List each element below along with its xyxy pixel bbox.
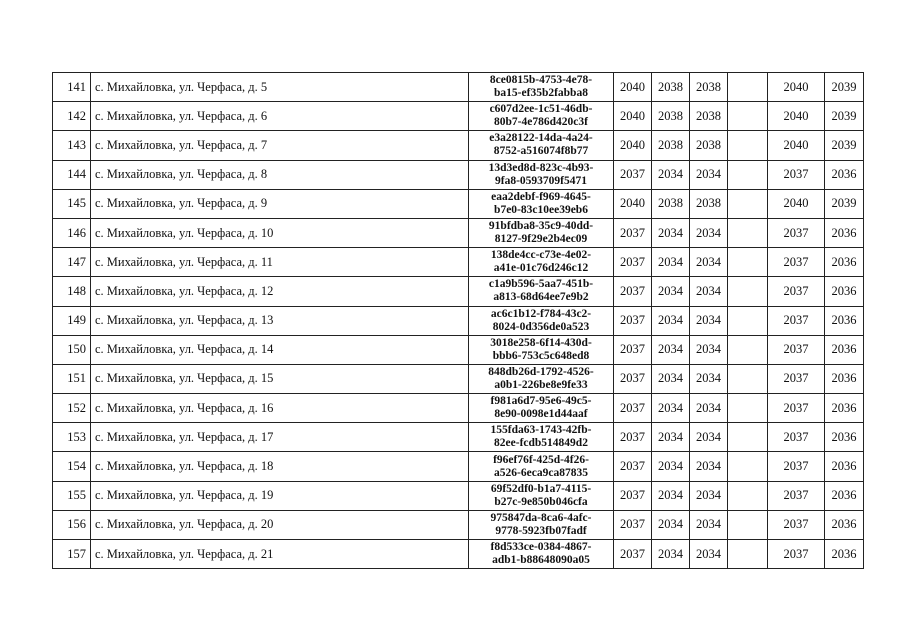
year-cell-4	[728, 277, 768, 306]
year-cell-1: 2037	[614, 335, 652, 364]
year-cell-3: 2034	[690, 335, 728, 364]
year-cell-5: 2037	[768, 394, 825, 423]
year-cell-2: 2034	[652, 306, 690, 335]
row-number: 147	[53, 248, 91, 277]
year-cell-6: 2039	[825, 102, 864, 131]
guid-line-2: b27c-9e850b046cfa	[494, 495, 588, 508]
address-cell: с. Михайловка, ул. Черфаса, д. 12	[91, 277, 469, 306]
row-number: 141	[53, 73, 91, 102]
year-cell-5: 2040	[768, 102, 825, 131]
year-cell-3: 2034	[690, 540, 728, 569]
year-cell-5: 2037	[768, 248, 825, 277]
year-cell-2: 2034	[652, 218, 690, 247]
year-cell-5: 2037	[768, 510, 825, 539]
guid-cell	[469, 481, 614, 510]
row-number: 154	[53, 452, 91, 481]
year-cell-2: 2034	[652, 364, 690, 393]
year-cell-6: 2036	[825, 452, 864, 481]
year-cell-5: 2037	[768, 277, 825, 306]
year-cell-4	[728, 248, 768, 277]
year-cell-1: 2037	[614, 540, 652, 569]
guid-line-1: 91bfdba8-35c9-40dd-	[488, 220, 594, 233]
guid-line-2: ba15-ef35b2fabba8	[494, 87, 588, 100]
year-cell-1: 2040	[614, 189, 652, 218]
table-row	[53, 102, 864, 131]
year-cell-3: 2034	[690, 218, 728, 247]
address-cell: с. Михайловка, ул. Черфаса, д. 17	[91, 423, 469, 452]
year-cell-5: 2037	[768, 452, 825, 481]
table-row	[53, 540, 864, 569]
year-cell-4	[728, 481, 768, 510]
guid-line-1: 13d3ed8d-823c-4b93-	[488, 161, 594, 174]
year-cell-3: 2034	[690, 510, 728, 539]
year-cell-4	[728, 452, 768, 481]
year-cell-3: 2038	[690, 131, 728, 160]
year-cell-2: 2038	[652, 189, 690, 218]
table-row	[53, 218, 864, 247]
guid-cell	[469, 423, 614, 452]
address-cell: с. Михайловка, ул. Черфаса, д. 20	[91, 510, 469, 539]
year-cell-3: 2034	[690, 452, 728, 481]
year-cell-3: 2034	[690, 364, 728, 393]
table-row	[53, 277, 864, 306]
guid-line-1: 8ce0815b-4753-4e78-	[489, 74, 593, 87]
guid-line-2: a41e-01c76d246c12	[493, 262, 589, 275]
year-cell-2: 2034	[652, 452, 690, 481]
year-cell-3: 2038	[690, 73, 728, 102]
year-cell-2: 2034	[652, 160, 690, 189]
guid-cell	[469, 306, 614, 335]
year-cell-6: 2036	[825, 394, 864, 423]
year-cell-6: 2036	[825, 160, 864, 189]
year-cell-4	[728, 189, 768, 218]
guid-line-1: 848db26d-1792-4526-	[488, 365, 594, 378]
year-cell-6: 2036	[825, 540, 864, 569]
guid-line-1: 3018e258-6f14-430d-	[490, 336, 592, 349]
year-cell-1: 2040	[614, 131, 652, 160]
year-cell-2: 2034	[652, 423, 690, 452]
guid-line-2: 8e90-0098e1d44aaf	[494, 408, 588, 421]
year-cell-5: 2040	[768, 73, 825, 102]
guid-line-2: a813-68d64ee7e9b2	[493, 291, 589, 304]
guid-cell	[469, 335, 614, 364]
year-cell-2: 2038	[652, 131, 690, 160]
row-number: 155	[53, 481, 91, 510]
guid-cell	[469, 160, 614, 189]
guid-cell	[469, 277, 614, 306]
row-number: 142	[53, 102, 91, 131]
table-row	[53, 131, 864, 160]
year-cell-5: 2037	[768, 540, 825, 569]
guid-cell	[469, 248, 614, 277]
year-cell-2: 2034	[652, 335, 690, 364]
year-cell-2: 2038	[652, 102, 690, 131]
guid-cell	[469, 540, 614, 569]
year-cell-1: 2037	[614, 452, 652, 481]
guid-line-1: f8d533ce-0384-4867-	[490, 541, 592, 554]
table-row	[53, 248, 864, 277]
year-cell-6: 2039	[825, 73, 864, 102]
guid-line-2: 80b7-4e786d420c3f	[494, 116, 588, 129]
address-cell: с. Михайловка, ул. Черфаса, д. 6	[91, 102, 469, 131]
year-cell-1: 2037	[614, 218, 652, 247]
address-cell: с. Михайловка, ул. Черфаса, д. 10	[91, 218, 469, 247]
guid-cell	[469, 394, 614, 423]
guid-cell	[469, 510, 614, 539]
guid-line-2: a0b1-226be8e9fe33	[494, 378, 588, 391]
year-cell-4	[728, 131, 768, 160]
guid-line-2: 82ee-fcdb514849d2	[494, 437, 588, 450]
year-cell-4	[728, 306, 768, 335]
year-cell-5: 2037	[768, 306, 825, 335]
year-cell-3: 2034	[690, 394, 728, 423]
address-cell: с. Михайловка, ул. Черфаса, д. 7	[91, 131, 469, 160]
row-number: 157	[53, 540, 91, 569]
year-cell-6: 2036	[825, 218, 864, 247]
year-cell-4	[728, 394, 768, 423]
year-cell-2: 2034	[652, 394, 690, 423]
year-cell-1: 2040	[614, 102, 652, 131]
table-row	[53, 306, 864, 335]
year-cell-4	[728, 335, 768, 364]
table-row	[53, 423, 864, 452]
guid-line-2: bbb6-753c5c648ed8	[492, 349, 590, 362]
year-cell-5: 2037	[768, 335, 825, 364]
year-cell-5: 2037	[768, 218, 825, 247]
address-cell: с. Михайловка, ул. Черфаса, д. 16	[91, 394, 469, 423]
year-cell-4	[728, 540, 768, 569]
table-row	[53, 189, 864, 218]
year-cell-1: 2037	[614, 306, 652, 335]
guid-line-1: 155fda63-1743-42fb-	[490, 424, 592, 437]
year-cell-6: 2036	[825, 306, 864, 335]
year-cell-3: 2034	[690, 481, 728, 510]
guid-line-1: e3a28122-14da-4a24-	[489, 132, 593, 145]
guid-cell	[469, 73, 614, 102]
row-number: 152	[53, 394, 91, 423]
guid-line-2: 9778-5923fb07fadf	[495, 524, 587, 537]
table-row	[53, 481, 864, 510]
guid-line-2: a526-6eca9ca87835	[494, 466, 588, 479]
year-cell-3: 2034	[690, 306, 728, 335]
guid-line-1: 138de4cc-c73e-4e02-	[490, 249, 592, 262]
guid-cell	[469, 364, 614, 393]
year-cell-1: 2037	[614, 160, 652, 189]
guid-line-2: adb1-b88648090a05	[492, 554, 590, 567]
year-cell-3: 2034	[690, 248, 728, 277]
year-cell-1: 2037	[614, 481, 652, 510]
row-number: 146	[53, 218, 91, 247]
year-cell-1: 2037	[614, 423, 652, 452]
year-cell-5: 2040	[768, 131, 825, 160]
year-cell-6: 2036	[825, 335, 864, 364]
year-cell-2: 2034	[652, 510, 690, 539]
row-number: 150	[53, 335, 91, 364]
address-cell: с. Михайловка, ул. Черфаса, д. 15	[91, 364, 469, 393]
address-cell: с. Михайловка, ул. Черфаса, д. 13	[91, 306, 469, 335]
guid-line-1: c607d2ee-1c51-46db-	[489, 103, 593, 116]
guid-line-2: 8024-0d356de0a523	[492, 320, 590, 333]
address-cell: с. Михайловка, ул. Черфаса, д. 18	[91, 452, 469, 481]
year-cell-4	[728, 102, 768, 131]
year-cell-3: 2034	[690, 423, 728, 452]
row-number: 144	[53, 160, 91, 189]
table-row	[53, 160, 864, 189]
year-cell-5: 2037	[768, 364, 825, 393]
guid-line-1: c1a9b596-5aa7-451b-	[488, 278, 594, 291]
year-cell-3: 2038	[690, 189, 728, 218]
year-cell-4	[728, 364, 768, 393]
year-cell-6: 2039	[825, 189, 864, 218]
guid-cell	[469, 452, 614, 481]
address-cell: с. Михайловка, ул. Черфаса, д. 8	[91, 160, 469, 189]
row-number: 151	[53, 364, 91, 393]
guid-line-1: f981a6d7-95e6-49c5-	[490, 395, 592, 408]
year-cell-5: 2037	[768, 160, 825, 189]
year-cell-2: 2034	[652, 540, 690, 569]
year-cell-4	[728, 510, 768, 539]
table-row	[53, 394, 864, 423]
row-number: 143	[53, 131, 91, 160]
year-cell-3: 2038	[690, 102, 728, 131]
row-number: 156	[53, 510, 91, 539]
row-number: 153	[53, 423, 91, 452]
year-cell-1: 2037	[614, 394, 652, 423]
year-cell-3: 2034	[690, 277, 728, 306]
year-cell-2: 2034	[652, 277, 690, 306]
year-cell-5: 2040	[768, 189, 825, 218]
guid-line-2: b7e0-83c10ee39eb6	[494, 203, 588, 216]
address-cell: с. Михайловка, ул. Черфаса, д. 19	[91, 481, 469, 510]
year-cell-6: 2036	[825, 364, 864, 393]
year-cell-1: 2037	[614, 510, 652, 539]
year-cell-6: 2039	[825, 131, 864, 160]
guid-cell	[469, 102, 614, 131]
year-cell-2: 2034	[652, 481, 690, 510]
year-cell-5: 2037	[768, 423, 825, 452]
guid-line-1: eaa2debf-f969-4645-	[491, 190, 591, 203]
year-cell-6: 2036	[825, 481, 864, 510]
year-cell-4	[728, 423, 768, 452]
guid-line-1: f96ef76f-425d-4f26-	[493, 453, 589, 466]
table-body	[53, 73, 864, 569]
guid-line-2: 8752-a516074f8b77	[493, 145, 589, 158]
guid-line-1: 69f52df0-b1a7-4115-	[490, 482, 592, 495]
year-cell-1: 2037	[614, 248, 652, 277]
year-cell-5: 2037	[768, 481, 825, 510]
row-number: 149	[53, 306, 91, 335]
year-cell-4	[728, 218, 768, 247]
address-cell: с. Михайловка, ул. Черфаса, д. 21	[91, 540, 469, 569]
year-cell-6: 2036	[825, 510, 864, 539]
address-cell: с. Михайловка, ул. Черфаса, д. 5	[91, 73, 469, 102]
year-cell-4	[728, 160, 768, 189]
table-row	[53, 73, 864, 102]
year-cell-1: 2037	[614, 364, 652, 393]
guid-line-2: 9fa8-0593709f5471	[495, 174, 587, 187]
housing-register-table	[52, 72, 864, 569]
guid-cell	[469, 189, 614, 218]
guid-line-1: ac6c1b12-f784-43c2-	[490, 307, 592, 320]
row-number: 145	[53, 189, 91, 218]
guid-cell	[469, 218, 614, 247]
year-cell-1: 2040	[614, 73, 652, 102]
address-cell: с. Михайловка, ул. Черфаса, д. 9	[91, 189, 469, 218]
table-row	[53, 452, 864, 481]
year-cell-2: 2034	[652, 248, 690, 277]
guid-line-1: 975847da-8ca6-4afc-	[490, 511, 592, 524]
year-cell-3: 2034	[690, 160, 728, 189]
table-row	[53, 364, 864, 393]
year-cell-4	[728, 73, 768, 102]
table-row	[53, 335, 864, 364]
year-cell-2: 2038	[652, 73, 690, 102]
address-cell: с. Михайловка, ул. Черфаса, д. 11	[91, 248, 469, 277]
year-cell-1: 2037	[614, 277, 652, 306]
address-cell: с. Михайловка, ул. Черфаса, д. 14	[91, 335, 469, 364]
row-number: 148	[53, 277, 91, 306]
year-cell-6: 2036	[825, 423, 864, 452]
guid-line-2: 8127-9f29e2b4ec09	[494, 233, 588, 246]
year-cell-6: 2036	[825, 277, 864, 306]
table-row	[53, 510, 864, 539]
year-cell-6: 2036	[825, 248, 864, 277]
guid-cell	[469, 131, 614, 160]
